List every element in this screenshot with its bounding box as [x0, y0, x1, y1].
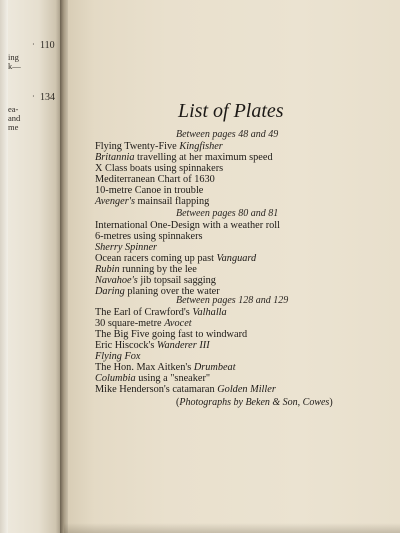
plate-item: 30 square-metre Avocet	[95, 318, 192, 329]
plate-item: Navahoe's jib topsail sagging	[95, 275, 216, 286]
plate-item: Columbia using a "sneaker"	[95, 373, 211, 384]
plate-item: Flying Twenty-Five Kingfisher	[95, 141, 223, 152]
facing-page-fragment: ea-	[8, 104, 19, 114]
facing-page-fragment: k—	[8, 61, 21, 71]
plate-item: Mediterranean Chart of 1630	[95, 174, 215, 185]
page-title: List of Plates	[178, 100, 284, 122]
plate-item: Mike Henderson's catamaran Golden Miller	[95, 384, 276, 395]
section-label: Between pages 80 and 81	[176, 208, 279, 219]
section-label: Between pages 128 and 129	[176, 295, 289, 306]
photo-credit: (Photographs by Beken & Son, Cowes)	[176, 397, 333, 408]
page-stack-edge	[0, 0, 8, 533]
plate-item: Avenger's mainsail flapping	[95, 196, 210, 207]
plate-item: Flying Fox	[95, 351, 141, 362]
section-label: Between pages 48 and 49	[176, 129, 279, 140]
facing-page-dot: ·	[32, 39, 35, 49]
page-shadow	[64, 523, 400, 533]
plate-item: Daring planing over the water	[95, 286, 220, 297]
plate-item: The Hon. Max Aitken's Drumbeat	[95, 362, 236, 373]
facing-page	[8, 0, 64, 533]
facing-page-number-top: 110	[40, 40, 55, 51]
plate-item: The Earl of Crawford's Valhalla	[95, 307, 227, 318]
facing-page-fragment: ing	[8, 52, 19, 62]
plate-item: 10-metre Canoe in trouble	[95, 185, 204, 196]
plate-item: Sherry Spinner	[95, 242, 158, 253]
facing-page-number-bottom: 134	[40, 92, 55, 103]
plate-item: 6-metres using spinnakers	[95, 231, 203, 242]
plate-item: The Big Five going fast to windward	[95, 329, 248, 340]
plate-item: Rubin running by the lee	[95, 264, 197, 275]
plate-item: Ocean racers coming up past Vanguard	[95, 253, 257, 264]
plate-item: Eric Hiscock's Wanderer III	[95, 340, 210, 351]
plate-item: Britannia travelling at her maximum speed	[95, 152, 273, 163]
plate-item: International One-Design with a weather roll	[95, 220, 280, 231]
facing-page-fragment: me	[8, 122, 19, 132]
plate-item: X Class boats using spinnakers	[95, 163, 224, 174]
facing-page-dot: ·	[32, 91, 35, 101]
facing-page-fragment: and	[8, 113, 21, 123]
